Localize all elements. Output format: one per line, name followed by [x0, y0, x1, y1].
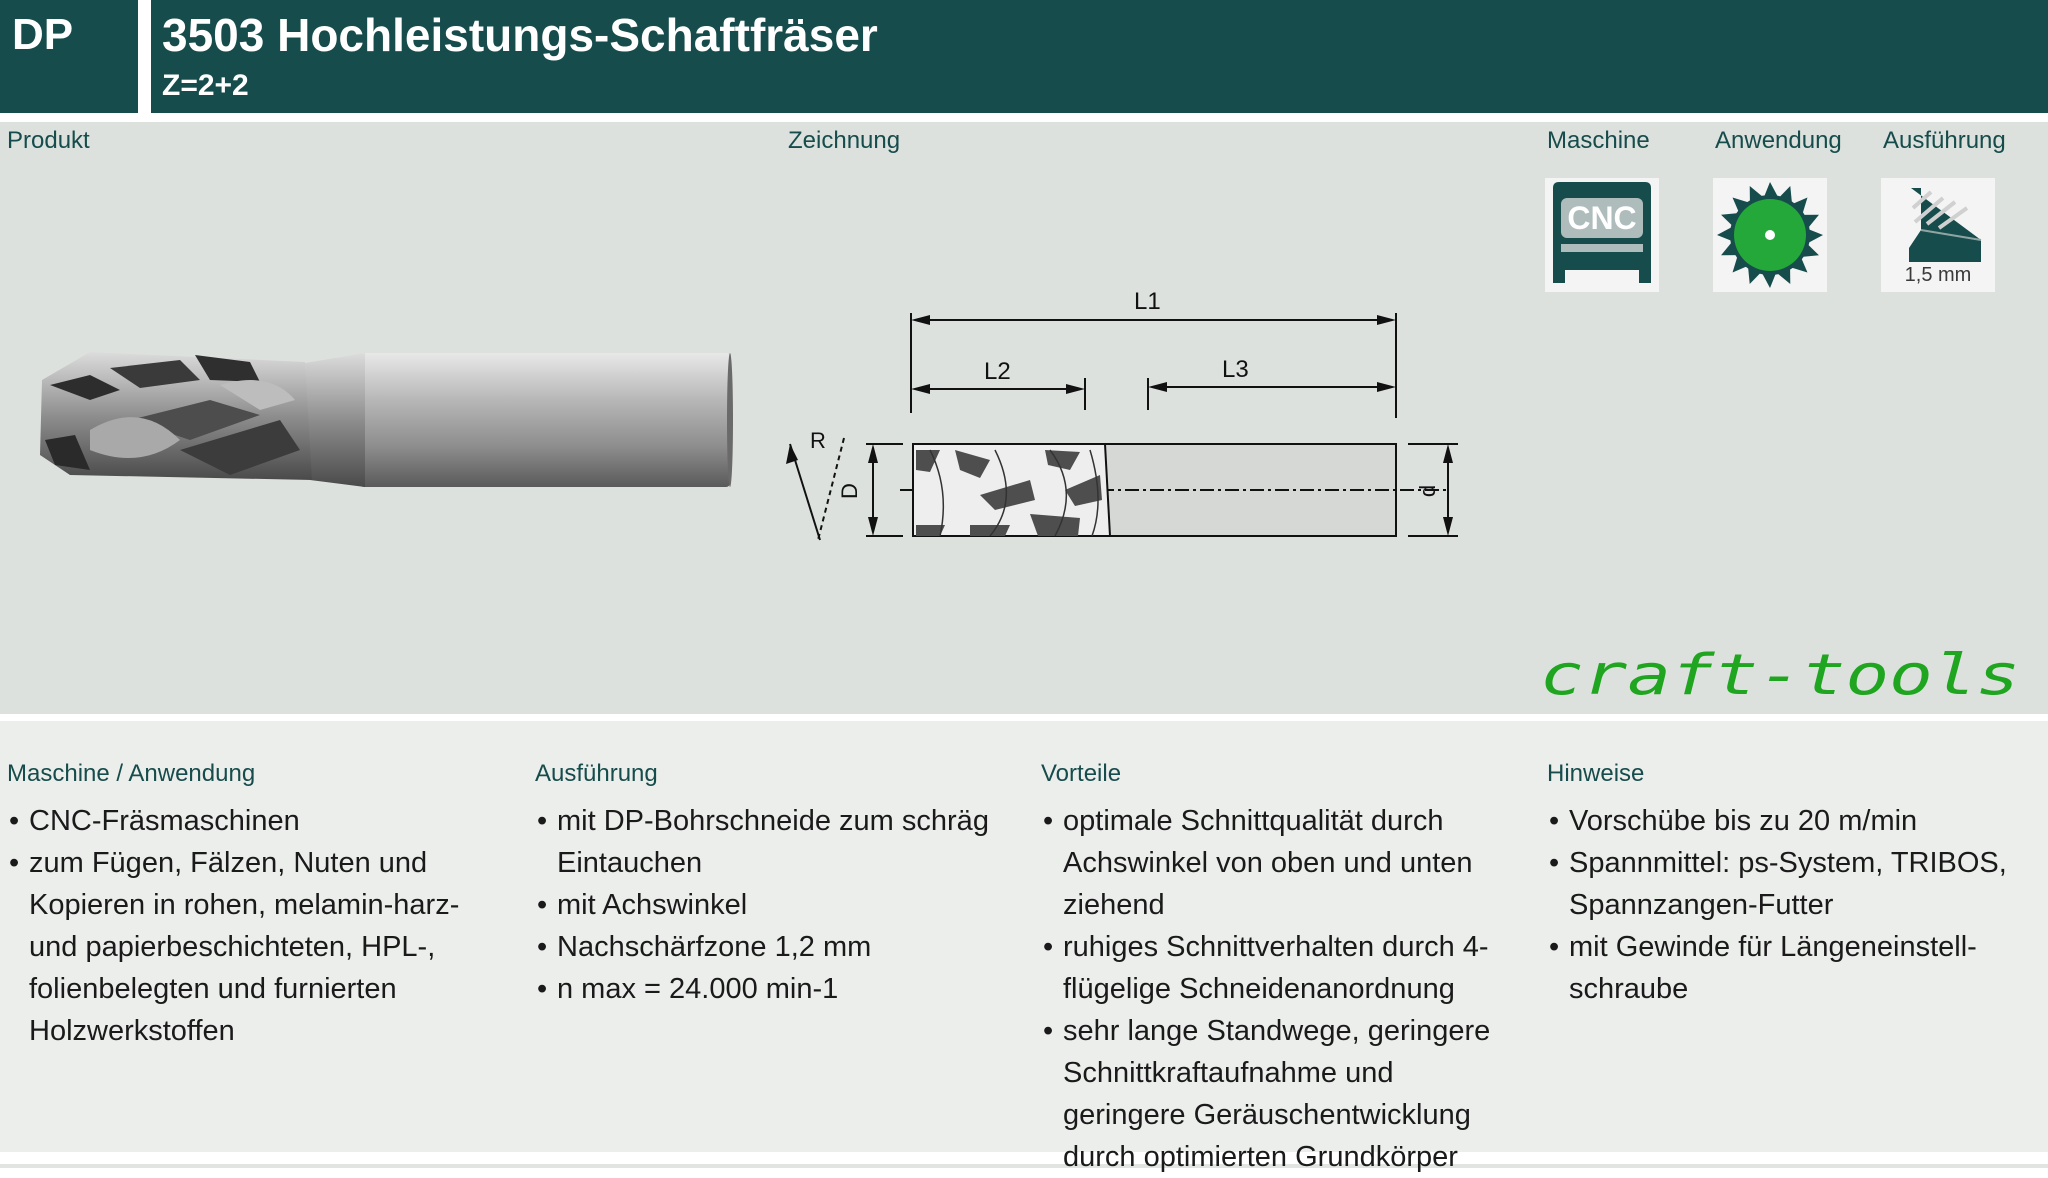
craft-tools-logo [1540, 648, 2026, 704]
header-code-block [0, 0, 138, 113]
column-title: Ausführung [535, 760, 658, 787]
bottom-divider [0, 1164, 2048, 1168]
column-hinweise [1547, 760, 2027, 1010]
list-item: • zum Fügen, Fälzen, Nuten und Kopieren in rohen, melamin-harz- und papierbeschichteten, HPL-, folienbelegten und furnierten Holzwerkstoffen [7, 842, 487, 1052]
saw-blade-icon [1713, 178, 1827, 292]
list-item: • Vorschübe bis zu 20 m/min [1547, 800, 2027, 842]
product-image [30, 340, 740, 500]
technical-drawing [780, 300, 1470, 550]
column-title: Hinweise [1547, 760, 1645, 787]
bevel-icon [1881, 178, 1995, 292]
list-item: • sehr lange Standwege, geringere Schnittkraftaufnahme und geringere Geräuschentwicklung durch optimierten Grundkörper [1041, 1010, 1521, 1178]
column-vorteile [1041, 760, 1521, 1178]
page-subtitle: Z=2+2 [162, 69, 249, 102]
list-item: • Nachschärfzone 1,2 mm [535, 926, 1025, 968]
dim-label-L2: L2 [984, 358, 1011, 385]
section-label-ausfuehrung: Ausführung [1883, 127, 2006, 154]
bevel-label: 1,5 mm [1904, 264, 1972, 286]
column-ausfuehrung [535, 760, 1025, 1010]
dim-label-L1: L1 [1134, 288, 1161, 315]
section-label-maschine: Maschine [1547, 127, 1650, 154]
page-title: 3503 Hochleistungs-Schaftfräser [162, 9, 878, 61]
list-item: • CNC-Fräsmaschinen [7, 800, 487, 842]
section-label-zeichnung: Zeichnung [788, 127, 901, 154]
cnc-icon [1545, 178, 1659, 292]
list-item: • ruhiges Schnittverhalten durch 4-flügelige Schneidenanordnung [1041, 926, 1521, 1010]
header-code: DP [12, 10, 74, 59]
dim-label-R: R [810, 428, 826, 453]
dim-label-d: d [1415, 484, 1441, 498]
dim-label-L3: L3 [1222, 356, 1249, 383]
list-item: • n max = 24.000 min-1 [535, 968, 1025, 1010]
cnc-label: CNC [1567, 200, 1637, 236]
list-item: • mit DP-Bohrschneide zum schräg Eintauchen [535, 800, 1025, 884]
section-label-anwendung: Anwendung [1715, 127, 1842, 154]
list-item: • mit Achswinkel [535, 884, 1025, 926]
list-item: • Spannmittel: ps-System, TRIBOS, Spannzangen-Futter [1547, 842, 2027, 926]
column-title: Vorteile [1041, 760, 1122, 787]
column-maschine-anwendung [7, 760, 487, 1052]
section-label-produkt: Produkt [7, 127, 90, 154]
column-title: Maschine / Anwendung [7, 760, 256, 787]
brand-text: craft-tools [1540, 648, 2020, 704]
dim-label-D: D [836, 483, 862, 499]
list-item: • mit Gewinde für Längeneinstell-schraube [1547, 926, 2027, 1010]
list-item: • optimale Schnittqualität durch Achswinkel von oben und unten ziehend [1041, 800, 1521, 926]
